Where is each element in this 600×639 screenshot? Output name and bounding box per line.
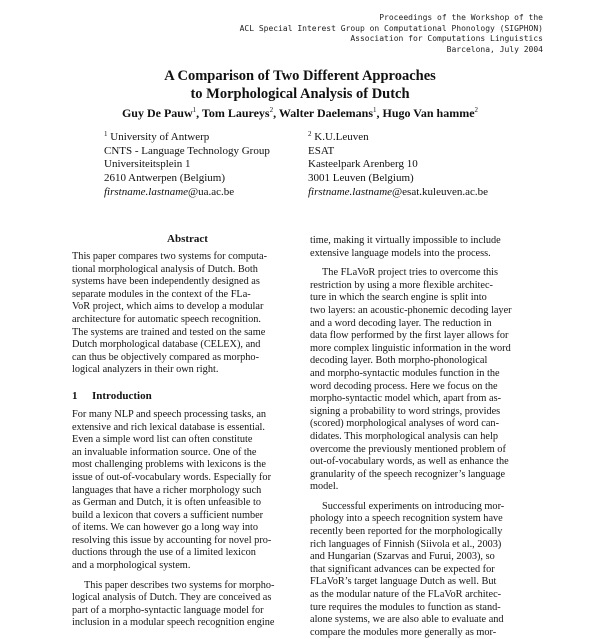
- text-line: two layers: an acoustic-phonemic decoding layer: [310, 304, 512, 316]
- text-line: This paper compares two systems for computa-: [72, 251, 268, 262]
- email-user: firstname.lastname: [104, 185, 189, 198]
- text-line: build a lexicon that covers a sufficient number: [72, 509, 264, 521]
- text-line: and a word decoding layer. The reduction in: [310, 317, 492, 329]
- text-line: alone systems, we are also able to evaluate and: [310, 614, 504, 626]
- text-line: signing a probability to word strings, provides: [310, 405, 501, 417]
- text-line: inclusion in a modular speech recognition engine: [72, 617, 275, 629]
- venue-line: Barcelona, July 2004: [446, 44, 543, 54]
- affil-institution: K.U.Leuven: [314, 131, 369, 143]
- text-line: The systems are trained and tested on the same: [72, 326, 266, 338]
- text-line: languages that have a richer morphology such: [72, 484, 262, 496]
- author-name: Walter Daelemans: [278, 106, 374, 120]
- text-line: systems have been independently designed as: [72, 276, 260, 288]
- email-user: firstname.lastname: [308, 185, 393, 198]
- text-line: rich languages of Finnish (Siivola et al., 2003): [310, 538, 502, 550]
- paper-title: [0, 67, 600, 103]
- text-line: that significant advances can be expected for: [310, 563, 495, 575]
- text-line: FLaVoR’s target language Dutch as well. But: [310, 576, 497, 588]
- author-list: [0, 103, 600, 120]
- morphology-paragraph: [310, 501, 541, 639]
- text-line: VoR project, which aims to develop a modular: [72, 301, 264, 313]
- text-line: ductions through the use of a limited lexicon: [72, 547, 256, 559]
- text-line: logical analysis of Dutch. They are conceived as: [72, 592, 272, 604]
- continued-paragraph: [310, 235, 541, 260]
- intro-paragraph-1: [72, 409, 303, 573]
- email-domain: @ua.ac.be: [188, 185, 235, 198]
- affil-mark: 2: [308, 130, 312, 138]
- text-line: separate modules in the context of the FLa-: [72, 288, 251, 300]
- text-line: The FLaVoR project tries to overcome this: [322, 267, 498, 279]
- venue-line: Association for Computations Linguistics: [350, 34, 543, 43]
- affil-street: Universiteitsplein 1: [104, 158, 191, 171]
- text-line: out-of-vocabulary words, as well as enhance the: [310, 456, 509, 468]
- text-line: extensive language models into the process.: [310, 247, 491, 259]
- text-line: This paper describes two systems for morpho-: [84, 579, 275, 591]
- text-line: logical analyzers in their own right.: [72, 364, 219, 376]
- text-line: model.: [310, 481, 339, 493]
- author-affil-mark: 2: [474, 106, 479, 114]
- affil-street: Kasteelpark Arenberg 10: [308, 158, 418, 171]
- text-line: issue of out-of-vocabulary words. Especially for: [72, 471, 272, 483]
- text-line: For many NLP and speech processing tasks, an: [72, 408, 267, 420]
- text-line: phology into a speech recognition system have: [310, 513, 503, 525]
- text-line: tional morphological analysis of Dutch. Both: [72, 263, 258, 275]
- text-line: extensive and rich lexical database is essential.: [72, 421, 265, 433]
- text-line: resolving this issue by accounting for novel pro-: [72, 534, 272, 546]
- author-separator: ,: [376, 106, 383, 120]
- affil-mark: 1: [104, 130, 108, 138]
- title-line: A Comparison of Two Different Approaches: [164, 68, 436, 84]
- author-separator: ,: [196, 106, 202, 120]
- author-affil-mark: 1: [373, 106, 377, 114]
- text-line: didates. This morphological analysis can help: [310, 430, 498, 442]
- text-line: Successful experiments on introducing mor-: [322, 500, 505, 512]
- text-line: restriction by using a more flexible architec-: [310, 279, 493, 291]
- text-line: can thus be objectively compared as morpho-: [72, 351, 259, 363]
- text-line: ture requires the modules to function as stand-: [310, 601, 501, 613]
- affiliation-leuven: [308, 128, 488, 200]
- text-line: recently been reported for the morphologically: [310, 526, 503, 538]
- affil-email[interactable]: [308, 186, 488, 200]
- venue-line: ACL Special Interest Group on Computational Phonology (SIGPHON): [239, 23, 543, 33]
- venue-line: Proceedings of the Workshop of the: [379, 13, 543, 22]
- text-line: (scored) morphological analyses of word can-: [310, 418, 499, 430]
- author-affil-mark: 1: [192, 106, 197, 114]
- text-line: part of a morpho-syntactic language model for: [72, 604, 264, 616]
- intro-paragraph-2: [72, 580, 303, 630]
- text-line: compare the modules more generally as mor-: [310, 626, 497, 638]
- text-line: an invaluable information source. One of the: [72, 446, 257, 458]
- abstract-heading: Abstract: [167, 233, 208, 245]
- affil-city: 2610 Antwerpen (Belgium): [104, 172, 225, 185]
- section-heading-introduction: [72, 389, 303, 403]
- text-line: decoding layer. Both morpho-phonological: [310, 355, 488, 367]
- text-line: as the modular nature of the FLaVoR architec-: [310, 589, 502, 601]
- text-line: Even a simple word list can often constitute: [72, 434, 253, 446]
- text-line: time, making it virtually impossible to include: [310, 235, 501, 246]
- affil-email[interactable]: [104, 186, 270, 200]
- text-line: Dutch morphological database (CELEX), and: [72, 339, 261, 351]
- affil-department: ESAT: [308, 144, 335, 157]
- section-number: 1: [72, 389, 78, 402]
- affil-institution: University of Antwerp: [110, 131, 210, 143]
- text-line: overcome the previously mentioned problem of: [310, 443, 506, 455]
- text-line: and morpho-syntactic modules function in the: [310, 367, 500, 379]
- right-column: [310, 235, 541, 639]
- text-line: of items. We can however go a long way into: [72, 522, 258, 534]
- author-name: Guy De Pauw: [121, 106, 193, 120]
- text-line: more complex linguistic information in the word: [310, 342, 511, 354]
- section-title: Introduction: [92, 389, 152, 402]
- text-line: and Hungarian (Szarvas and Furui, 2003), so: [310, 551, 495, 563]
- flavor-paragraph: [310, 267, 541, 494]
- email-domain: @esat.kuleuven.ac.be: [392, 185, 488, 198]
- text-line: most challenging problems with lexicons is the: [72, 459, 266, 471]
- author-affil-mark: 2: [269, 106, 274, 114]
- affil-department: CNTS - Language Technology Group: [104, 144, 270, 157]
- text-line: morpho-syntactic model which, apart from as-: [310, 393, 502, 405]
- text-line: as German and Dutch, it is often unfeasible to: [72, 497, 262, 509]
- text-line: and a morphological system.: [72, 560, 191, 572]
- venue-header: [240, 13, 543, 55]
- text-line: architecture for automatic speech recognition.: [72, 313, 261, 325]
- affiliation-antwerp: [104, 128, 270, 200]
- text-line: ture in which the search engine is split into: [310, 292, 487, 304]
- author-name: Tom Laureys: [201, 106, 270, 120]
- author-name: Hugo Van hamme: [382, 106, 475, 120]
- text-line: granularity of the speech recognizer’s language: [310, 468, 506, 480]
- text-line: word decoding process. Here we focus on the: [310, 380, 498, 392]
- author-separator: ,: [273, 106, 279, 120]
- left-column: [72, 232, 303, 630]
- affil-city: 3001 Leuven (Belgium): [308, 172, 414, 185]
- title-line: to Morphological Analysis of Dutch: [190, 86, 410, 102]
- abstract-paragraph: [72, 251, 303, 377]
- text-line: data flow performed by the first layer allows for: [310, 330, 509, 342]
